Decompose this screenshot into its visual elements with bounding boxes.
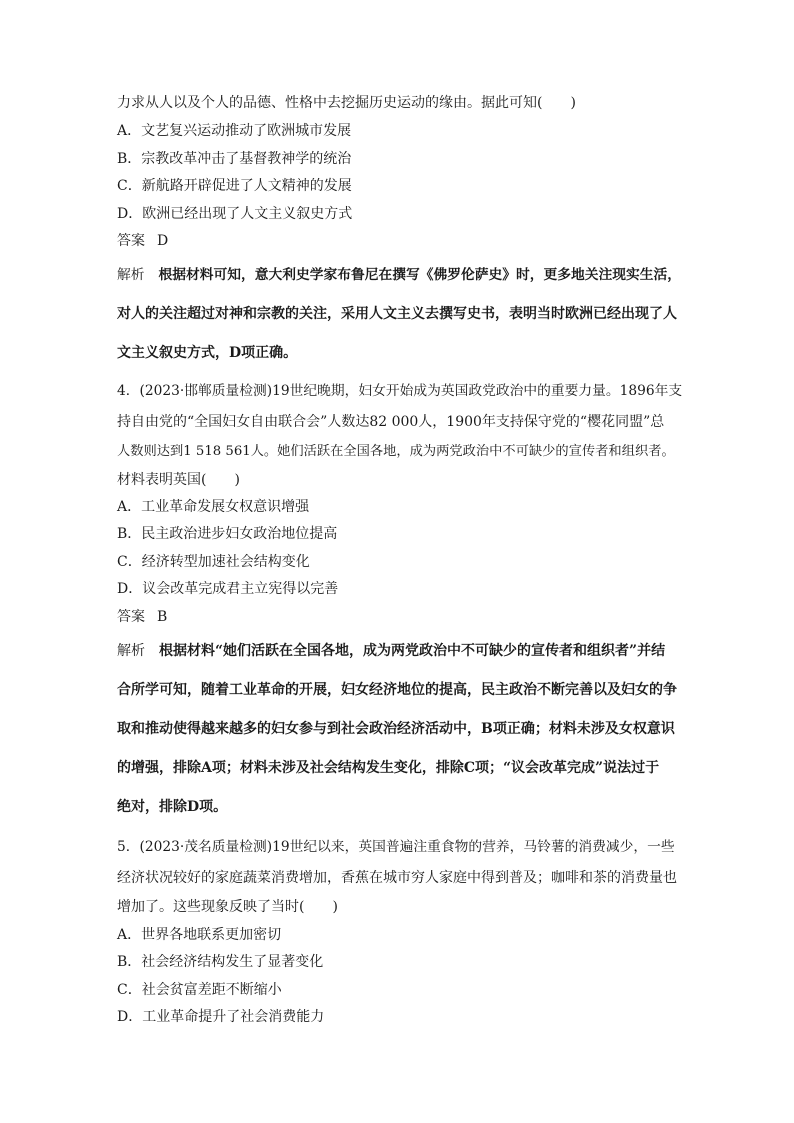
q4-option-b: B．民主政治进步妇女政治地位提高 [117, 526, 338, 542]
q3-analysis-line-3: 文主义叙史方式，D项正确。 [117, 345, 298, 361]
q4-stem-line-2: 持自由党的“全国妇女自由联合会”人数达82 000人，1900年支持保守党的“樱花同盟”总 [117, 414, 665, 430]
q5-stem-line-3: 增加了。这些现象反映了当时( ) [117, 899, 338, 915]
q3-option-d: D．欧洲已经出现了人文主义叙史方式 [117, 206, 353, 222]
q4-option-a: A．工业革命发展女权意识增强 [117, 499, 310, 515]
q4-analysis-line-4: 的增强，排除A项；材料未涉及社会结构发生变化，排除C项；“议会改革完成”说法过于 [117, 760, 660, 776]
q4-stem-line-4: 材料表明英国( ) [117, 472, 240, 488]
q4-stem-line-3: 人数则达到1 518 561人。她们活跃在全国各地，成为两党政治中不可缺少的宣传者和组织者。 [117, 444, 675, 459]
q3-option-a: A．文艺复兴运动推动了欧洲城市发展 [117, 123, 352, 139]
q5-option-c: C．社会贫富差距不断缩小 [117, 982, 282, 998]
q4-answer [117, 608, 167, 626]
q5-option-a: A．世界各地联系更加密切 [117, 927, 282, 943]
q3-answer [117, 232, 168, 250]
q3-analysis-line-2: 对人的关注超过对神和宗教的关注，采用人文主义去撰写史书，表明当时欧洲已经出现了人 [117, 306, 677, 322]
answer-label: 答案 [117, 609, 145, 625]
q5-stem-line-1: 5．(2023·茂名质量检测)19世纪以来，英国普遍注重食物的营养，马铃薯的消费减少，一些 [117, 839, 675, 855]
q3-analysis-line-1: 解析 根据材料可知，意大利史学家布鲁尼在撰写《佛罗伦萨史》时，更多地关注现实生活， [117, 267, 682, 283]
answer-value: B [157, 609, 168, 625]
q4-analysis-line-5: 绝对，排除D项。 [117, 799, 228, 815]
q4-option-d: D．议会改革完成君主立宪得以完善 [117, 581, 339, 597]
q4-stem-line-1: 4．(2023·邯郸质量检测)19世纪晚期，妇女开始成为英国政党政治中的重要力量。1896年支 [117, 383, 683, 399]
q4-option-c: C．经济转型加速社会结构变化 [117, 554, 310, 570]
q5-option-b: B．社会经济结构发生了显著变化 [117, 954, 324, 970]
analysis-label: 解析 [117, 267, 145, 283]
analysis-label: 解析 [117, 643, 145, 659]
q5-option-d: D．工业革命提升了社会消费能力 [117, 1009, 325, 1025]
q4-analysis-line-2: 合所学可知，随着工业革命的开展，妇女经济地位的提高，民主政治不断完善以及妇女的争 [117, 682, 677, 698]
q4-analysis-line-3: 取和推动使得越来越多的妇女参与到社会政治经济活动中，B项正确；材料未涉及女权意识 [117, 721, 675, 737]
answer-value: D [157, 233, 169, 249]
q3-option-c: C．新航路开辟促进了人文精神的发展 [117, 178, 352, 194]
q3-option-b: B．宗教改革冲击了基督教神学的统治 [117, 151, 352, 167]
q4-analysis-line-1: 解析 根据材料“她们活跃在全国各地，成为两党政治中不可缺少的宣传者和组织者”并结 [117, 643, 666, 659]
q5-stem-line-2: 经济状况较好的家庭蔬菜消费增加，香蕉在城市穷人家庭中得到普及；咖啡和茶的消费量也 [117, 870, 677, 886]
answer-label: 答案 [117, 233, 145, 249]
q3-stem-tail: 力求从人以及个人的品德、性格中去挖掘历史运动的缘由。据此可知( ) [117, 95, 576, 111]
